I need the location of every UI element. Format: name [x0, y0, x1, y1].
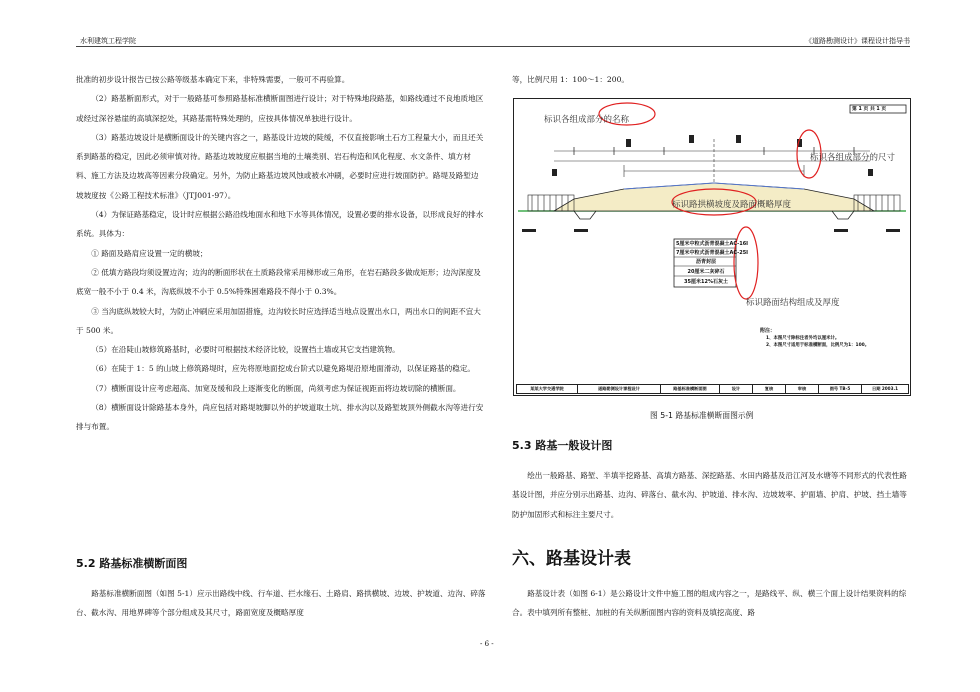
layer-label: 35厘米12%石灰土 — [684, 279, 728, 285]
annotation-names: 标识各组成部分的名称 — [544, 115, 630, 125]
layer-label: 5厘米中粒式沥青混凝土AC-16I — [676, 241, 749, 247]
chapter-heading-6: 六、路基设计表 — [512, 549, 631, 569]
annotation-structure: 标识路面结构组成及厚度 — [746, 298, 840, 308]
paragraph: （4）为保证路基稳定，设计时应根据公路沿线地面水和地下水等具体情况，设置必要的排水设备，以形成良好的排水系统。具体为： — [76, 210, 484, 239]
paragraph: （6）在陡于 1：5 的山坡上修筑路堤时，应先将原地面挖成台阶式以避免路堤沿原地面滑动，以保证路基的稳定。 — [91, 364, 476, 374]
paragraph: 等，比例尺用 1：100～1：200。 — [512, 75, 630, 84]
paragraph: 路基设计表（如图 6-1）是公路设计文件中施工图的组成内容之一，是路线平、纵、横三个面上设计结果资料的综合。表中填列所有整桩、加桩的有关纵断面图内容的资料及填挖高度、路 — [512, 589, 907, 618]
note-line: 2、本图尺寸适用于标准横断面，比例尺为1：100。 — [766, 343, 870, 348]
title-cell: 某某大学交通学院 — [517, 385, 578, 393]
cross-section-figure — [513, 98, 911, 396]
paragraph: 绘出一般路基、路堑、半填半挖路基、高填方路基、深挖路基、水田内路基及沿江河及水塘等不同形式的代表性路基设计图，并应分别示出路基、边沟、碎落台、截水沟、护坡道、排水沟、边坡坡率、护面墙、护肩、护坡、挡土墙等防护加固形式和标注主要尺寸。 — [512, 471, 907, 519]
left-column — [76, 70, 486, 437]
section-heading-5-2: 5.2 路基标准横断面图 — [76, 557, 188, 570]
title-cell: 审核 — [786, 385, 819, 393]
title-cell: 日期 2003.1 — [872, 386, 898, 391]
right-column-body — [512, 466, 912, 524]
title-cell: 复核 — [753, 385, 786, 393]
paragraph: （8）横断面设计除路基本身外，尚应包括对路堤坡脚以外的护坡道取土坑、排水沟以及路堑坡顶外侧截水沟等进行安排与布置。 — [76, 403, 484, 432]
list-item: ② 低填方路段均须设置边沟；边沟的断面形状在土质路段常采用梯形或三角形，在岩石路段多做成矩形；边沟深度及底宽一般不小于 0.4 米，沟底纵坡不小于 0.5%特殊困难路段不得小于 0.3%。 — [76, 267, 481, 297]
layer-label: 20厘米二灰碎石 — [687, 269, 725, 275]
title-block — [516, 384, 909, 394]
right-column-top — [512, 70, 912, 89]
header-right: 《道路勘测设计》课程设计指导书 — [805, 37, 910, 45]
title-cell: 设计 — [720, 385, 753, 393]
paragraph: （7）横断面设计应考虑超高、加宽及缓和段上逐渐变化的断面，尚须考虑为保证视距而将边坡切除的横断面。 — [91, 383, 461, 393]
list-item: ① 路面及路肩应设置一定的横坡； — [91, 248, 208, 258]
paragraph: 批准的初步设计报告已按公路等级基本确定下来，非特殊需要，一般可不再验算。 — [76, 75, 350, 84]
pavement-layers — [676, 240, 749, 287]
notes-title: 附注： — [760, 328, 776, 334]
list-item: ③ 当沟底纵坡较大时，为防止冲刷应采用加固措施，边沟较长时应选择适当地点设置出水口，两出水口的间距不宜大于 500 米。 — [76, 306, 481, 335]
page-number: - 6 - — [480, 640, 494, 648]
title-cell: 道路勘测设计课程设计 — [578, 385, 661, 393]
figure-caption: 图 5-1 路基标准横断面图示例 — [650, 411, 754, 420]
layer-label: 沥青封层 — [695, 259, 716, 265]
right-column-bottom — [512, 584, 912, 623]
title-cell: 路基标准横断面图 — [661, 385, 720, 393]
layer-label: 7厘米中粒式沥青混凝土AC-25I — [676, 250, 749, 256]
title-cell: 图号 TB-5 — [819, 385, 862, 393]
section-heading-5-3: 5.3 路基一般设计图 — [512, 439, 613, 452]
sheet-label: 第 1 页 共 1 页 — [852, 107, 887, 112]
left-column-bottom — [76, 584, 486, 623]
header-rule — [76, 46, 910, 47]
annotation-slope: 标识路拱横坡度及路面概略厚度 — [672, 200, 792, 210]
note-line: 1、本图尺寸除标注者外均以厘米计。 — [766, 336, 840, 341]
paragraph: （3）路基边坡设计是横断面设计的关键内容之一，路基设计边坡的陡缓，不仅直接影响土石方工程量大小，而且还关系到路基的稳定，因此必须审慎对待。路基边坡坡度应根据当地的土壤类别、岩石构造和风化程度、水文条件、填方材料、施工方法及边坡高等因素分段确定。另外，为防止路基边坡风蚀或被水冲刷，必要时应进行坡面防护。路堤及路堑边坡坡度按《公路工程技术标准》（JTJ001-97）。 — [76, 132, 484, 200]
paragraph: （5）在沿陡山坡修筑路基时，必要时可根据技术经济比较，设置挡土墙或其它支挡建筑物。 — [91, 345, 400, 355]
paragraph: 路基标准横断面图（如图 5-1）应示出路线中线、行车道、拦水缘石、土路肩、路拱横坡、边坡、护坡道、边沟、碎落台、截水沟、用地界碑等个部分组成及其尺寸，路面宽度及概略厚度 — [76, 589, 486, 618]
header-left: 水利建筑工程学院 — [80, 37, 136, 45]
annotation-dims: 标识各组成部分的尺寸 — [810, 153, 896, 163]
paragraph: （2）路基断面形式，对于一般路基可参照路基标准横断面图进行设计；对于特殊地段路基，如路线通过不良地质地区或经过深谷悬崖的高填深挖处，其路基需特殊处理的，应按具体情况单独进行设计。 — [76, 94, 484, 123]
